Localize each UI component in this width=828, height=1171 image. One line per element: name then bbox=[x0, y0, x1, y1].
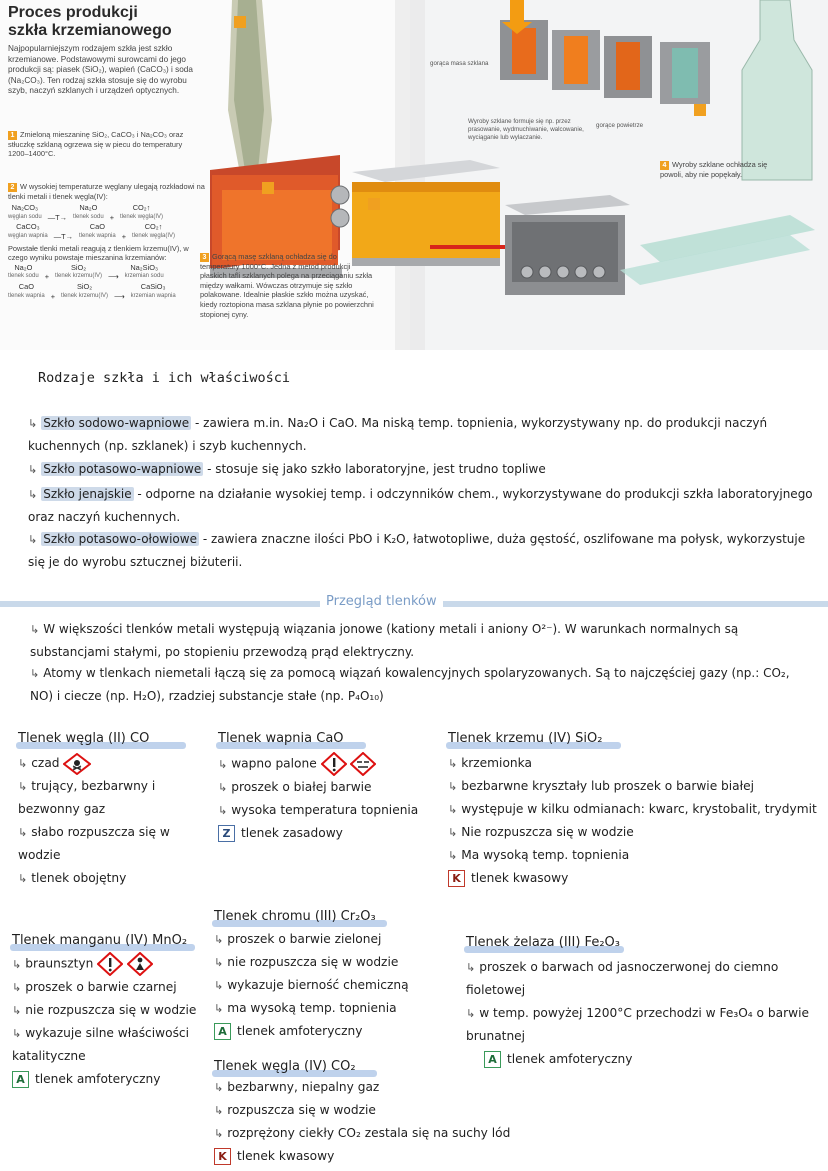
glass-type-3: ↳ Szkło jenajskie - odporne na działanie wysokiej temp. i odczynników chem., wykorzystywane do produkcji szkła laboratoryjnego oraz naczyń kuchennych. bbox=[28, 487, 813, 524]
card-cr2o3 bbox=[214, 908, 449, 1043]
exclamation-hazard-icon bbox=[97, 952, 123, 976]
list-item: ↳ wysoka temperatura topnienia bbox=[218, 803, 419, 817]
callout-hot-air: gorące powietrze bbox=[596, 122, 644, 129]
amphoteric-oxide-tag: A bbox=[12, 1071, 29, 1088]
list-item: ↳ występuje w kilku odmianach: kwarc, krystobalit, trydymit bbox=[448, 802, 817, 816]
callout-hot-mass: gorąca masa szklana bbox=[430, 60, 489, 67]
list-item: ↳ proszek o barwie zielonej bbox=[214, 932, 382, 946]
figure-intro: Najpopularniejszym rodzajem szkła jest szkło krzemianowe. Podstawowymi surowcami do jego produkcji są: piasek (SiO₂), wapień (CaCO₃) i soda (Na₂CO₃). Ten rodzaj szkła stosuje się do wyrobu szyb, naczyń szklanych i urządzeń optycznych. bbox=[8, 44, 193, 95]
list-item: ↳ ma wysoką temp. topnienia bbox=[214, 1001, 397, 1015]
list-item: ↳ nie rozpuszcza się w wodzie bbox=[12, 1003, 197, 1017]
list-item: ↳ proszek o białej barwie bbox=[218, 780, 372, 794]
oxides-paragraph-2: ↳ Atomy w tlenkach niemetali łączą się za pomocą wiązań kowalencyjnych spolaryzowanych. Są to najczęściej gazy (np.: CO₂, NO) i ciecze (np. H₂O), rzadziej substancje stałe (np. P₄O₁₀) bbox=[30, 666, 790, 703]
card-fe2o3 bbox=[466, 934, 816, 1071]
card-list bbox=[466, 956, 816, 1071]
arrow-bullet-icon: ↳ bbox=[28, 417, 38, 430]
card-title: Tlenek krzemu (IV) SiO₂ bbox=[448, 730, 818, 748]
arrow-bullet-icon: ↳ bbox=[28, 533, 38, 546]
card-list bbox=[12, 952, 212, 1091]
equation-2: CaCO₃ węglan wapnia —T→ CaO tlenek wapnia + CO₂↑ tlenek węgla(IV) bbox=[8, 222, 176, 241]
step-badge: 3 bbox=[200, 253, 209, 262]
card-title: Tlenek żelaza (III) Fe₂O₃ bbox=[466, 934, 816, 952]
list-item: A tlenek amfoteryczny bbox=[484, 1048, 816, 1071]
list-item: ↳ bezbarwny, niepalny gaz bbox=[214, 1080, 380, 1094]
acidic-oxide-tag: K bbox=[214, 1148, 231, 1165]
amphoteric-oxide-tag: A bbox=[484, 1051, 501, 1068]
toxic-hazard-icon bbox=[63, 753, 91, 775]
list-item: ↳ czad bbox=[18, 752, 208, 775]
arrow-bullet-icon: ↳ bbox=[28, 488, 38, 501]
card-list bbox=[214, 928, 449, 1043]
list-item: ↳ wapno palone bbox=[218, 752, 433, 776]
card-cao bbox=[218, 730, 433, 845]
exclamation-hazard-icon bbox=[321, 752, 347, 776]
list-item: A tlenek amfoteryczny bbox=[214, 1020, 449, 1043]
card-co bbox=[18, 730, 208, 890]
amphoteric-oxide-tag: A bbox=[214, 1023, 231, 1040]
card-title: Tlenek węgla (IV) CO₂ bbox=[214, 1058, 614, 1076]
figure-title: Proces produkcji szkła krzemianowego bbox=[8, 4, 172, 39]
glass-type-2: ↳ Szkło potasowo-wapniowe - stosuje się jako szkło laboratoryjne, jest trudno topliwe bbox=[28, 462, 546, 476]
step-badge: 2 bbox=[8, 183, 17, 192]
glass-type-1: ↳ Szkło sodowo-wapniowe - zawiera m.in. Na₂O i CaO. Ma niską temp. topnienia, wykorzystywany np. do produkcji naczyń kuchennych (np. szklanek) i szyb kuchennych. bbox=[28, 416, 768, 453]
list-item: Z tlenek zasadowy bbox=[218, 822, 433, 845]
card-sio2 bbox=[448, 730, 818, 890]
list-item: ↳ Ma wysoką temp. topnienia bbox=[448, 848, 630, 862]
list-item: ↳ bezbarwne kryształy lub proszek o barwie białej bbox=[448, 779, 754, 793]
step-badge: 1 bbox=[8, 131, 17, 140]
callout-forming: Wyroby szklane formuje się np. przez prasowanie, wydmuchiwanie, walcowanie, wyciąganie lub wylaczanie. bbox=[468, 118, 584, 141]
list-item: ↳ nie rozpuszcza się w wodzie bbox=[214, 955, 399, 969]
equation-1: Na₂CO₃ węglan sodu —T→ Na₂O tlenek sodu + CO₂↑ tlenek węgla(IV) bbox=[8, 203, 164, 222]
glass-types-heading: Rodzaje szkła i ich właściwości bbox=[38, 370, 290, 386]
figure-step-2: 2 W wysokiej temperaturze węglany ulegają rozkładowi na tlenki metali i tlenek węgla(IV): Na₂CO₃ węglan sodu —T→ Na₂O tlenek sodu + CO₂↑ tlenek węgla(IV) CaCO₃ węglan wapnia —T→ CaO tlenek wapnia + CO₂↑ tlenek węgla(IV) Powstałe tlenki metali reagują z tlenkiem krzemu(IV), w czego wyniku powstaje mieszanina krzemianów: Na₂O tlenek sodu + SiO₂ tlenek krzemu(IV) ⟶ Na₂SiO₃ krzemian sodu CaO tlenek wapnia + SiO₂ tlenek krzemu(IV) ⟶ CaSiO₃ krzemian wapnia bbox=[8, 182, 208, 301]
card-list bbox=[214, 1076, 614, 1167]
list-item: ↳ krzemionka bbox=[448, 756, 532, 770]
oxides-paragraph-1: ↳ W większości tlenków metali występują wiązania jonowe (kationy metali i aniony O²⁻). W warunkach normalnych są substancjami stałymi, po stopieniu przewodzą prąd elektryczny. bbox=[30, 622, 739, 659]
card-title: Tlenek wapnia CaO bbox=[218, 730, 433, 748]
basic-oxide-tag: Z bbox=[218, 825, 235, 842]
list-item: K tlenek kwasowy bbox=[448, 867, 818, 890]
card-co2 bbox=[214, 1058, 614, 1167]
list-item: K tlenek kwasowy bbox=[214, 1145, 614, 1167]
list-item: ↳ proszek o barwie czarnej bbox=[12, 980, 177, 994]
list-item: A tlenek amfoteryczny bbox=[12, 1068, 212, 1091]
equation-4: CaO tlenek wapnia + SiO₂ tlenek krzemu(IV) ⟶ CaSiO₃ krzemian wapnia bbox=[8, 281, 176, 301]
card-title: Tlenek węgla (II) CO bbox=[18, 730, 208, 748]
list-item: ↳ rozpuszcza się w wodzie bbox=[214, 1103, 376, 1117]
card-mno2 bbox=[12, 932, 212, 1091]
list-item: ↳ proszek o barwach od jasnoczerwonej do ciemno fioletowej bbox=[466, 960, 779, 997]
figure-step-3: 3 Gorącą masę szklaną ochładza się do temperatury 1000°C. Jedna z metod produkcji płaskich tafli szklanych polega na przeciąganiu szkła między wałkami. Wówczas otrzymuje się szkło polakowane. Idealnie płaskie szkło można uzyskać, kiedy roztopiona masa szklana płynie po powierzchni stopionej cyny. bbox=[200, 252, 374, 319]
list-item: ↳ braunsztyn bbox=[12, 952, 212, 976]
list-item: ↳ tlenek obojętny bbox=[18, 871, 127, 885]
health-hazard-icon bbox=[127, 952, 153, 976]
card-list bbox=[448, 752, 818, 890]
list-item: ↳ Nie rozpuszcza się w wodzie bbox=[448, 825, 634, 839]
card-list bbox=[18, 752, 208, 890]
figure-step-1: 1 Zmieloną mieszaninę SiO₂, CaCO₃ i Na₂CO₃ oraz stłuczkę szklaną ogrzewa się w piecu do temperatury 1200–1400°C. bbox=[8, 130, 184, 159]
figure-step-4: 4 Wyroby szklane ochładza się powoli, aby nie popękały. bbox=[660, 160, 768, 179]
corrosive-hazard-icon bbox=[350, 752, 376, 776]
list-item: ↳ rozprężony ciekły CO₂ zestala się na suchy lód bbox=[214, 1126, 511, 1140]
oxides-overview-heading: Przegląd tlenków bbox=[320, 594, 443, 609]
list-item: ↳ wykazuje bierność chemiczną bbox=[214, 978, 409, 992]
card-title: Tlenek manganu (IV) MnO₂ bbox=[12, 932, 212, 950]
list-item: ↳ wykazuje silne właściwości katalityczne bbox=[12, 1026, 190, 1063]
list-item: ↳ słabo rozpuszcza się w wodzie bbox=[18, 825, 170, 862]
arrow-bullet-icon: ↳ bbox=[28, 463, 38, 476]
arrow-bullet-icon: ↳ bbox=[30, 623, 40, 636]
glass-production-figure bbox=[0, 0, 828, 350]
card-list bbox=[218, 752, 433, 845]
acidic-oxide-tag: K bbox=[448, 870, 465, 887]
glass-type-4: ↳ Szkło potasowo-ołowiowe - zawiera znaczne ilości PbO i K₂O, łatwotopliwe, duża gęstość, oszlifowane ma połysk, wykorzystuje się je do wyrobu sztucznej biżuterii. bbox=[28, 532, 806, 569]
equation-3: Na₂O tlenek sodu + SiO₂ tlenek krzemu(IV) ⟶ Na₂SiO₃ krzemian sodu bbox=[8, 262, 164, 282]
step-badge: 4 bbox=[660, 161, 669, 170]
list-item: ↳ w temp. powyżej 1200°C przechodzi w Fe₃O₄ o barwie brunatnej bbox=[466, 1006, 809, 1043]
card-title: Tlenek chromu (III) Cr₂O₃ bbox=[214, 908, 449, 926]
list-item: ↳ trujący, bezbarwny i bezwonny gaz bbox=[18, 779, 156, 816]
arrow-bullet-icon: ↳ bbox=[30, 667, 40, 680]
